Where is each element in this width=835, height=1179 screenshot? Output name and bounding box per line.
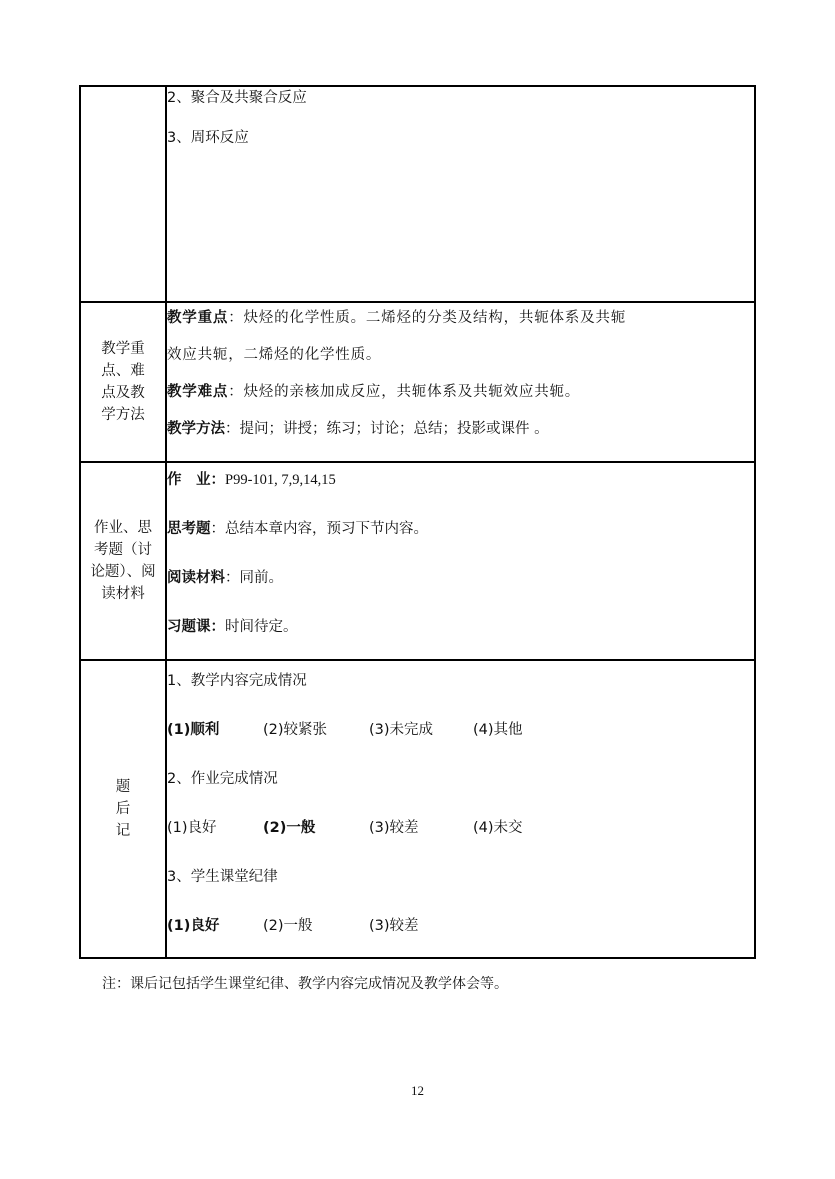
think-line: 思考题：总结本章内容，预习下节内容。 — [167, 521, 428, 537]
lesson-plan-table — [79, 85, 756, 959]
option: (4)未交 — [473, 820, 523, 836]
table-row — [80, 86, 755, 302]
options-line — [167, 808, 754, 857]
row-label-key-points: 教学重 点、难 点及教 学方法 — [80, 302, 166, 462]
option: (1)良好 — [167, 820, 217, 836]
row-content-key-points — [166, 302, 755, 462]
table-row — [80, 302, 755, 462]
row-label-post-class-notes: 题 后 记 — [80, 660, 166, 958]
options-line — [167, 906, 754, 955]
method-line: 教学方法：提问；讲授；练习；讨论；总结；投影或课件 。 — [167, 421, 549, 437]
question-line: 2、作业完成情况 — [167, 771, 278, 787]
row-label-empty — [80, 86, 166, 302]
option-selected: (1)顺利 — [167, 722, 220, 738]
table-row — [80, 462, 755, 660]
topic-line: 2、聚合及共聚合反应 — [167, 90, 307, 106]
question-line: 1、教学内容完成情况 — [167, 673, 307, 689]
focus-label: 教学重点 — [167, 310, 229, 326]
method-label: 教学方法 — [167, 421, 225, 437]
page-number: 12 — [411, 1083, 424, 1098]
option: (4)其他 — [473, 722, 523, 738]
reading-line: 阅读材料：同前。 — [167, 570, 283, 586]
exercise-label: 习题课： — [167, 619, 225, 635]
reading-label: 阅读材料 — [167, 570, 225, 586]
row-content-post-class-notes — [166, 660, 755, 958]
row-label-homework: 作业、思 考题（讨 论题）、阅 读材料 — [80, 462, 166, 660]
difficulty-line: 教学难点：炔烃的亲核加成反应，共轭体系及共轭效应共轭。 — [167, 384, 581, 400]
homework-line: 作 业：P99-101, 7,9,14,15 — [167, 472, 336, 488]
option-selected: (2)一般 — [263, 820, 316, 836]
option: (2)一般 — [263, 918, 313, 934]
topic-line: 3、周环反应 — [167, 130, 249, 146]
think-label: 思考题 — [167, 521, 211, 537]
option: (2)较紧张 — [263, 722, 328, 738]
row-content-homework — [166, 462, 755, 660]
option: (3)未完成 — [369, 722, 434, 738]
focus-line-cont: 效应共轭，二烯烃的化学性质。 — [167, 347, 382, 363]
footnote: 注：课后记包括学生课堂纪律、教学内容完成情况及教学体会等。 — [102, 976, 508, 992]
table-row — [80, 660, 755, 958]
option-selected: (1)良好 — [167, 918, 220, 934]
row-content-topics — [166, 86, 755, 302]
option: (3)较差 — [369, 820, 419, 836]
option: (3)较差 — [369, 918, 419, 934]
homework-label: 作 业： — [167, 472, 225, 488]
difficulty-label: 教学难点 — [167, 384, 229, 400]
exercise-line: 习题课：时间待定。 — [167, 619, 298, 635]
focus-line: 教学重点：炔烃的化学性质。二烯烃的分类及结构，共轭体系及共轭 — [167, 310, 627, 326]
options-line — [167, 710, 754, 759]
question-line: 3、学生课堂纪律 — [167, 869, 278, 885]
